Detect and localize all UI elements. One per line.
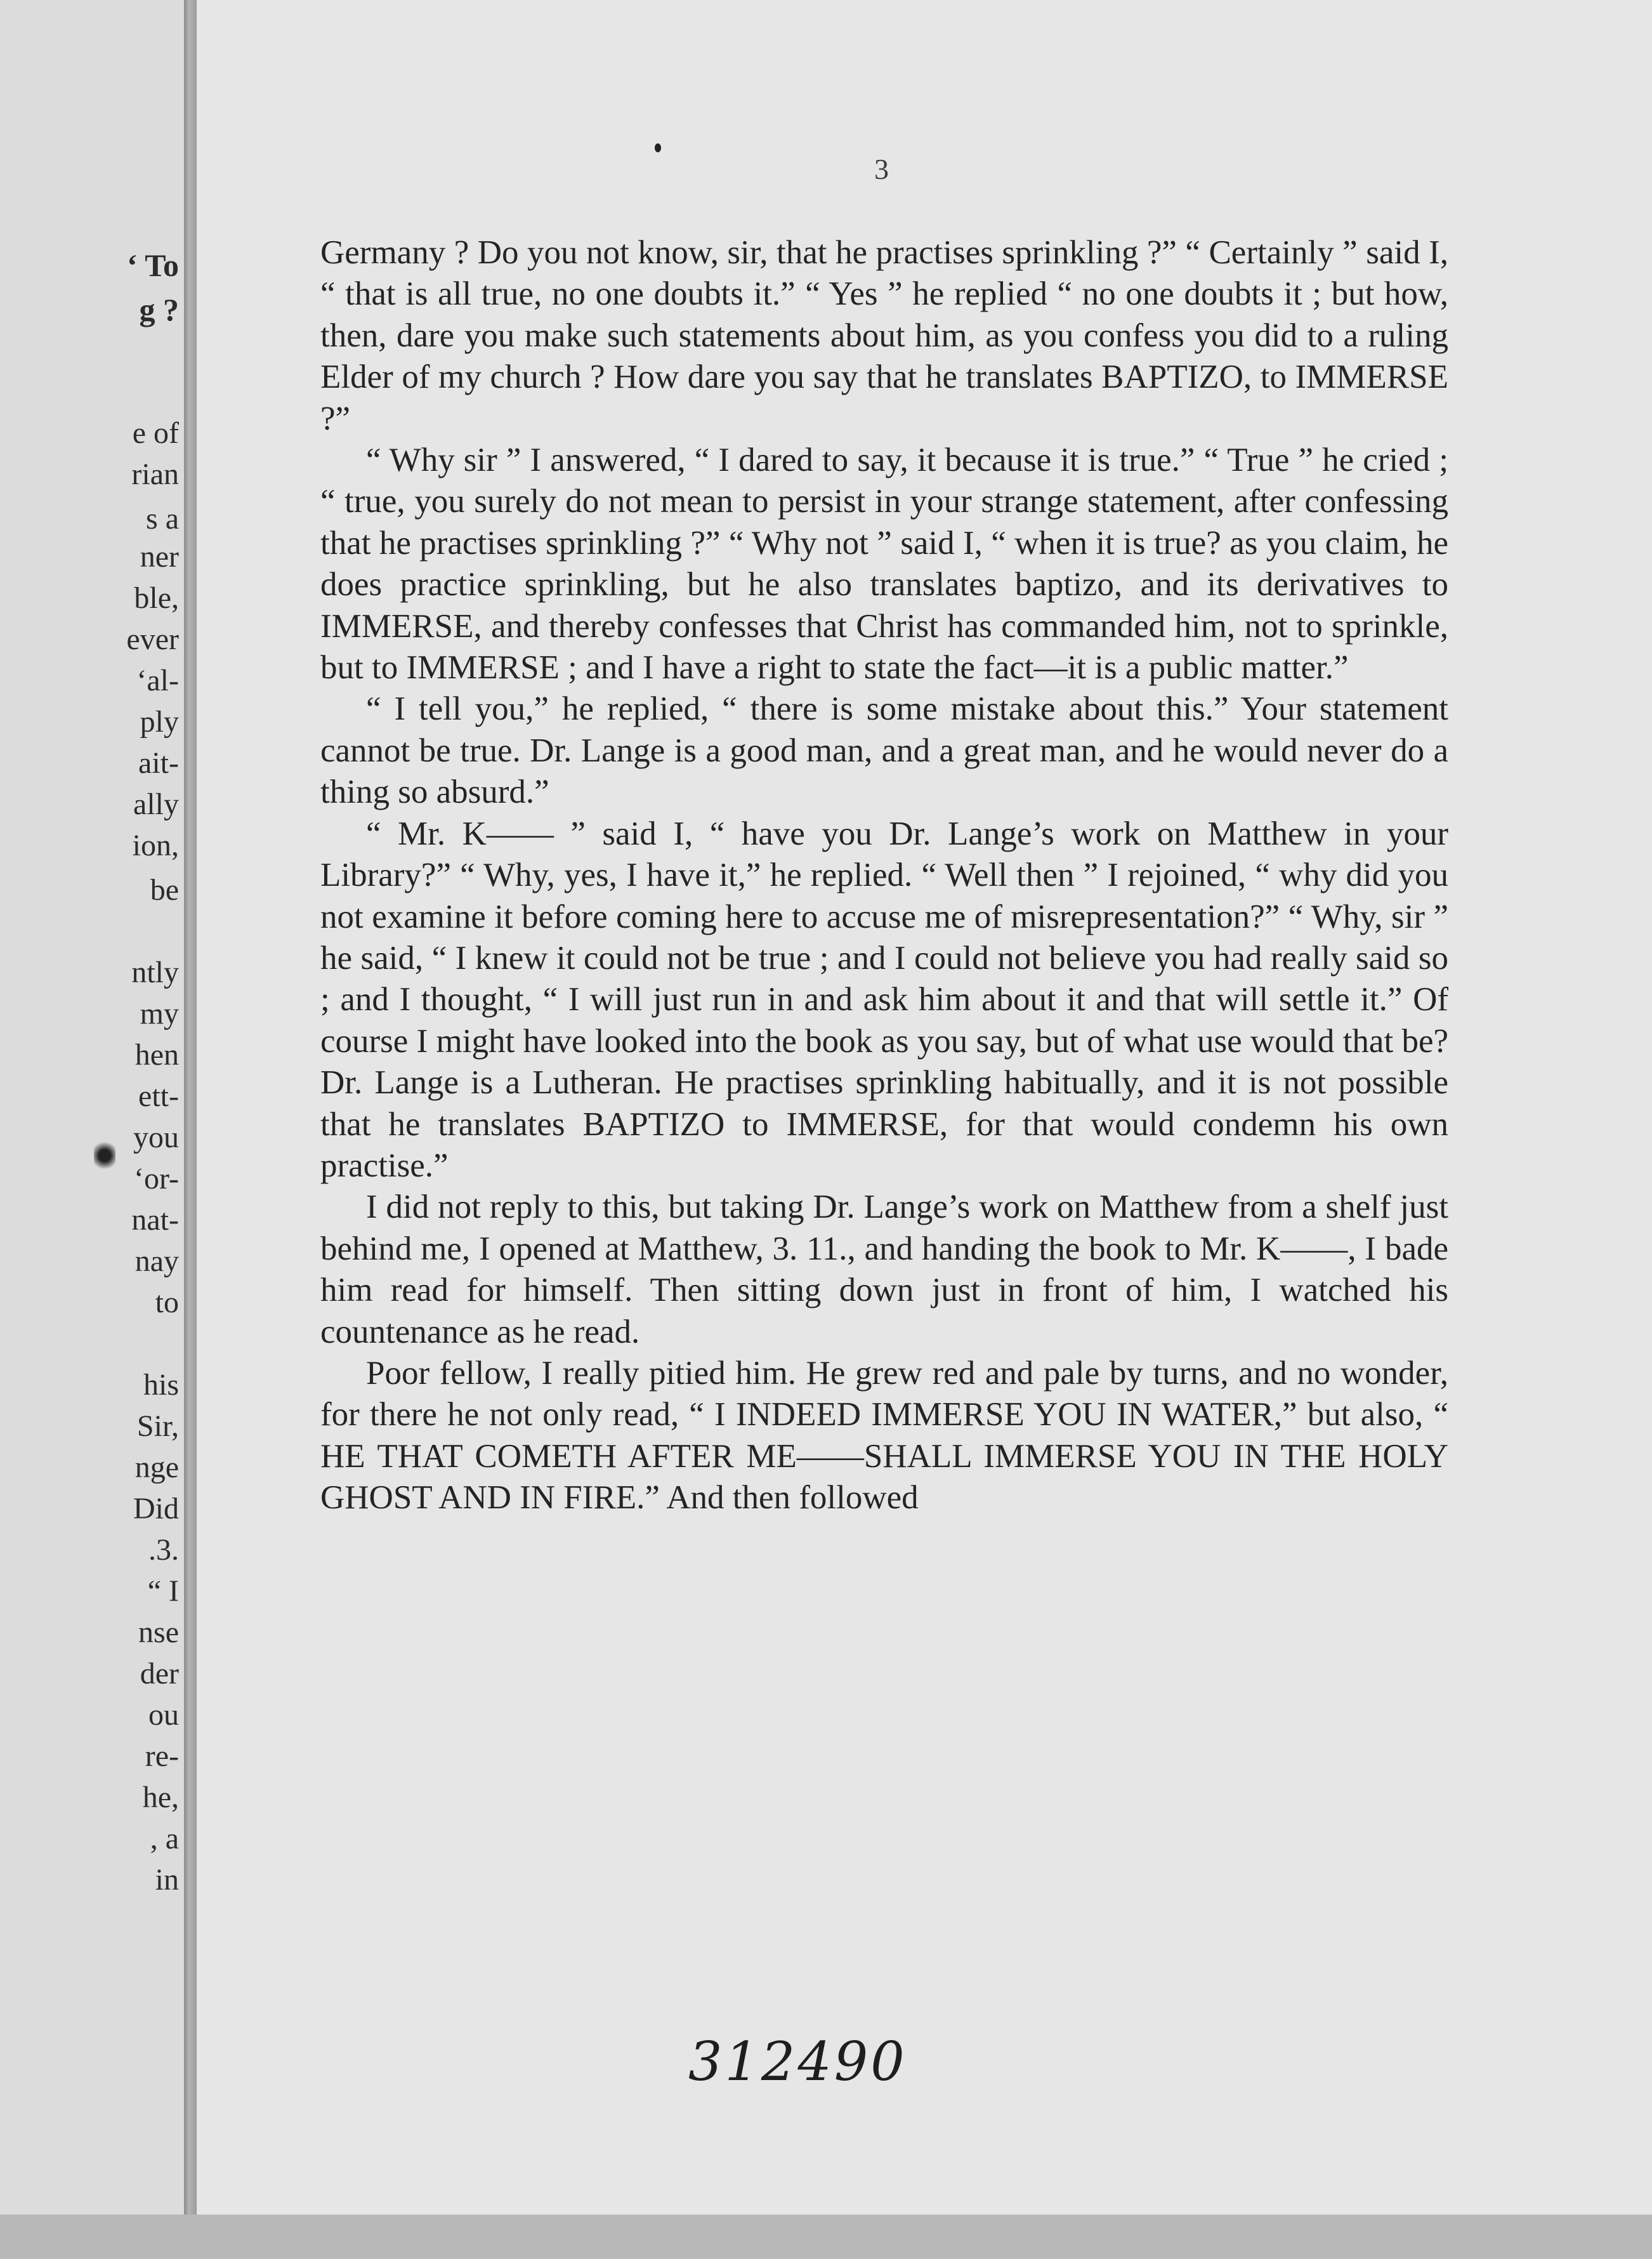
paragraph-5: I did not reply to this, but taking Dr. Lange’s work on Matthew from a shelf just behind me, I opened at Matthew, 3. 11., and handing the book to Mr. K——, I bade him read for himself. Then sitting down just in front of him, I watched his countenance as he read. <box>320 1189 1448 1350</box>
paragraph-2: “ Why sir ” I answered, “ I dared to say, it because it is true.” “ True ” he cried ; “ true, you surely do not mean to persist in your strange statement, after confessing that he practises sprinkling ?” “ Why not ” said I, “ when it is true? as you claim, he does practice sprinkling, but he also translates baptizo, and its derivatives to IMMERSE, and thereby confesses that Christ has commanded him, not to sprinkle, but to IMMERSE ; and I have a right to state the fact—it is a public matter.” <box>320 442 1448 687</box>
left-page-fragment: ner <box>140 540 179 574</box>
paragraph-3: “ I tell you,” he replied, “ there is some mistake about this.” Your statement cannot be true. Dr. Lange is a good man, and a great man, and he would never do a thing so absurd.” <box>320 690 1448 811</box>
left-page-fragment: ait- <box>138 746 179 780</box>
left-page-fragment: hen <box>134 1038 179 1072</box>
left-page-fragment: ion, <box>132 829 179 862</box>
paragraph-6: Poor fellow, I really pitied him. He grew red and pale by turns, and no wonder, for there he not only read, “ I INDEED IMMERSE YOU IN WATER,” but also, “ HE THAT COMETH AFTER ME——SHALL IMMERSE YOU IN THE HOLY GHOST AND IN FIRE.” And then followed <box>320 1354 1448 1517</box>
left-page-fragment: ble, <box>134 581 179 615</box>
left-page-fragment: ‘al- <box>136 664 179 697</box>
left-page-fragment: Sir, <box>136 1409 179 1443</box>
left-page-fragment: , a <box>150 1822 179 1855</box>
bottom-edge-shadow <box>0 2215 1652 2259</box>
left-page-fragment: nge <box>134 1451 179 1484</box>
left-page-fragment: his <box>143 1368 179 1402</box>
left-page-fragment: rian <box>131 458 179 491</box>
paragraph-1: Germany ? Do you not know, sir, that he practises sprinkling ?” “ Certainly ” said I, “ that is all true, no one doubts it.” “ Yes ” he replied “ no one doubts it ; but how, then, dare you make such statements about him, as you confess you did to a ruling Elder of my church ? How dare you say that he translates BAPTIZO, to IMMERSE ?” <box>320 234 1448 437</box>
left-page-fragment: der <box>140 1657 179 1690</box>
handwritten-catalog-number: 312490 <box>688 2031 907 2093</box>
left-page-fragment: ou <box>148 1698 179 1732</box>
left-page-fragment: re- <box>145 1739 179 1773</box>
left-page-fragment: ‘or- <box>134 1162 179 1195</box>
page-body-text <box>320 232 1448 1519</box>
left-page-fragment: .3. <box>148 1533 179 1567</box>
left-page-fragment: e of <box>132 416 179 450</box>
left-page-edge <box>0 0 184 2221</box>
left-page-fragment: nat- <box>131 1203 179 1237</box>
left-page-fragment: my <box>140 997 179 1031</box>
page-number: 3 <box>874 153 889 185</box>
ink-dot <box>655 143 661 152</box>
left-page-fragment: Did <box>133 1492 179 1525</box>
left-page-fragment: he, <box>142 1781 179 1814</box>
ink-blot <box>94 1139 115 1172</box>
paragraph-4: “ Mr. K—— ” said I, “ have you Dr. Lange’s work on Matthew in your Library?” “ Why, yes, I have it,” he replied. “ Well then ” I rejoined, “ why did you not examine it before coming here to accuse me of misrepresentation?” “ Why, sir ” he said, “ I knew it could not be true ; and I could not believe you had really said so ; and I thought, “ I will just run in and ask him about it and that will settle it.” Of course I might have looked into the book as you say, but of what use would that be? Dr. Lange is a Lutheran. He practises sprinkling habitually, and it is not possible that he translates BAPTIZO to IMMERSE, for that would condemn his own practise.” <box>320 815 1448 1184</box>
left-page-fragment: to <box>155 1286 179 1319</box>
left-page-fragment: nse <box>138 1616 179 1649</box>
left-page-fragment: ally <box>133 787 179 821</box>
book-gutter <box>184 0 197 2234</box>
left-page-fragment: you <box>133 1121 179 1154</box>
left-page-fragment: ply <box>140 705 179 739</box>
left-page-fragment: ntly <box>131 956 179 989</box>
left-page-fragment: ever <box>126 622 179 656</box>
left-page-fragment: be <box>150 873 179 907</box>
left-page-fragment: ett- <box>138 1079 179 1113</box>
left-page-fragment: nay <box>134 1244 179 1278</box>
left-page-fragment: in <box>155 1863 179 1897</box>
left-page-fragment: ‘ To <box>126 247 179 283</box>
left-page-fragment: g ? <box>139 292 179 327</box>
left-page-fragment: “ I <box>147 1574 179 1608</box>
left-page-fragment: s a <box>146 502 179 536</box>
